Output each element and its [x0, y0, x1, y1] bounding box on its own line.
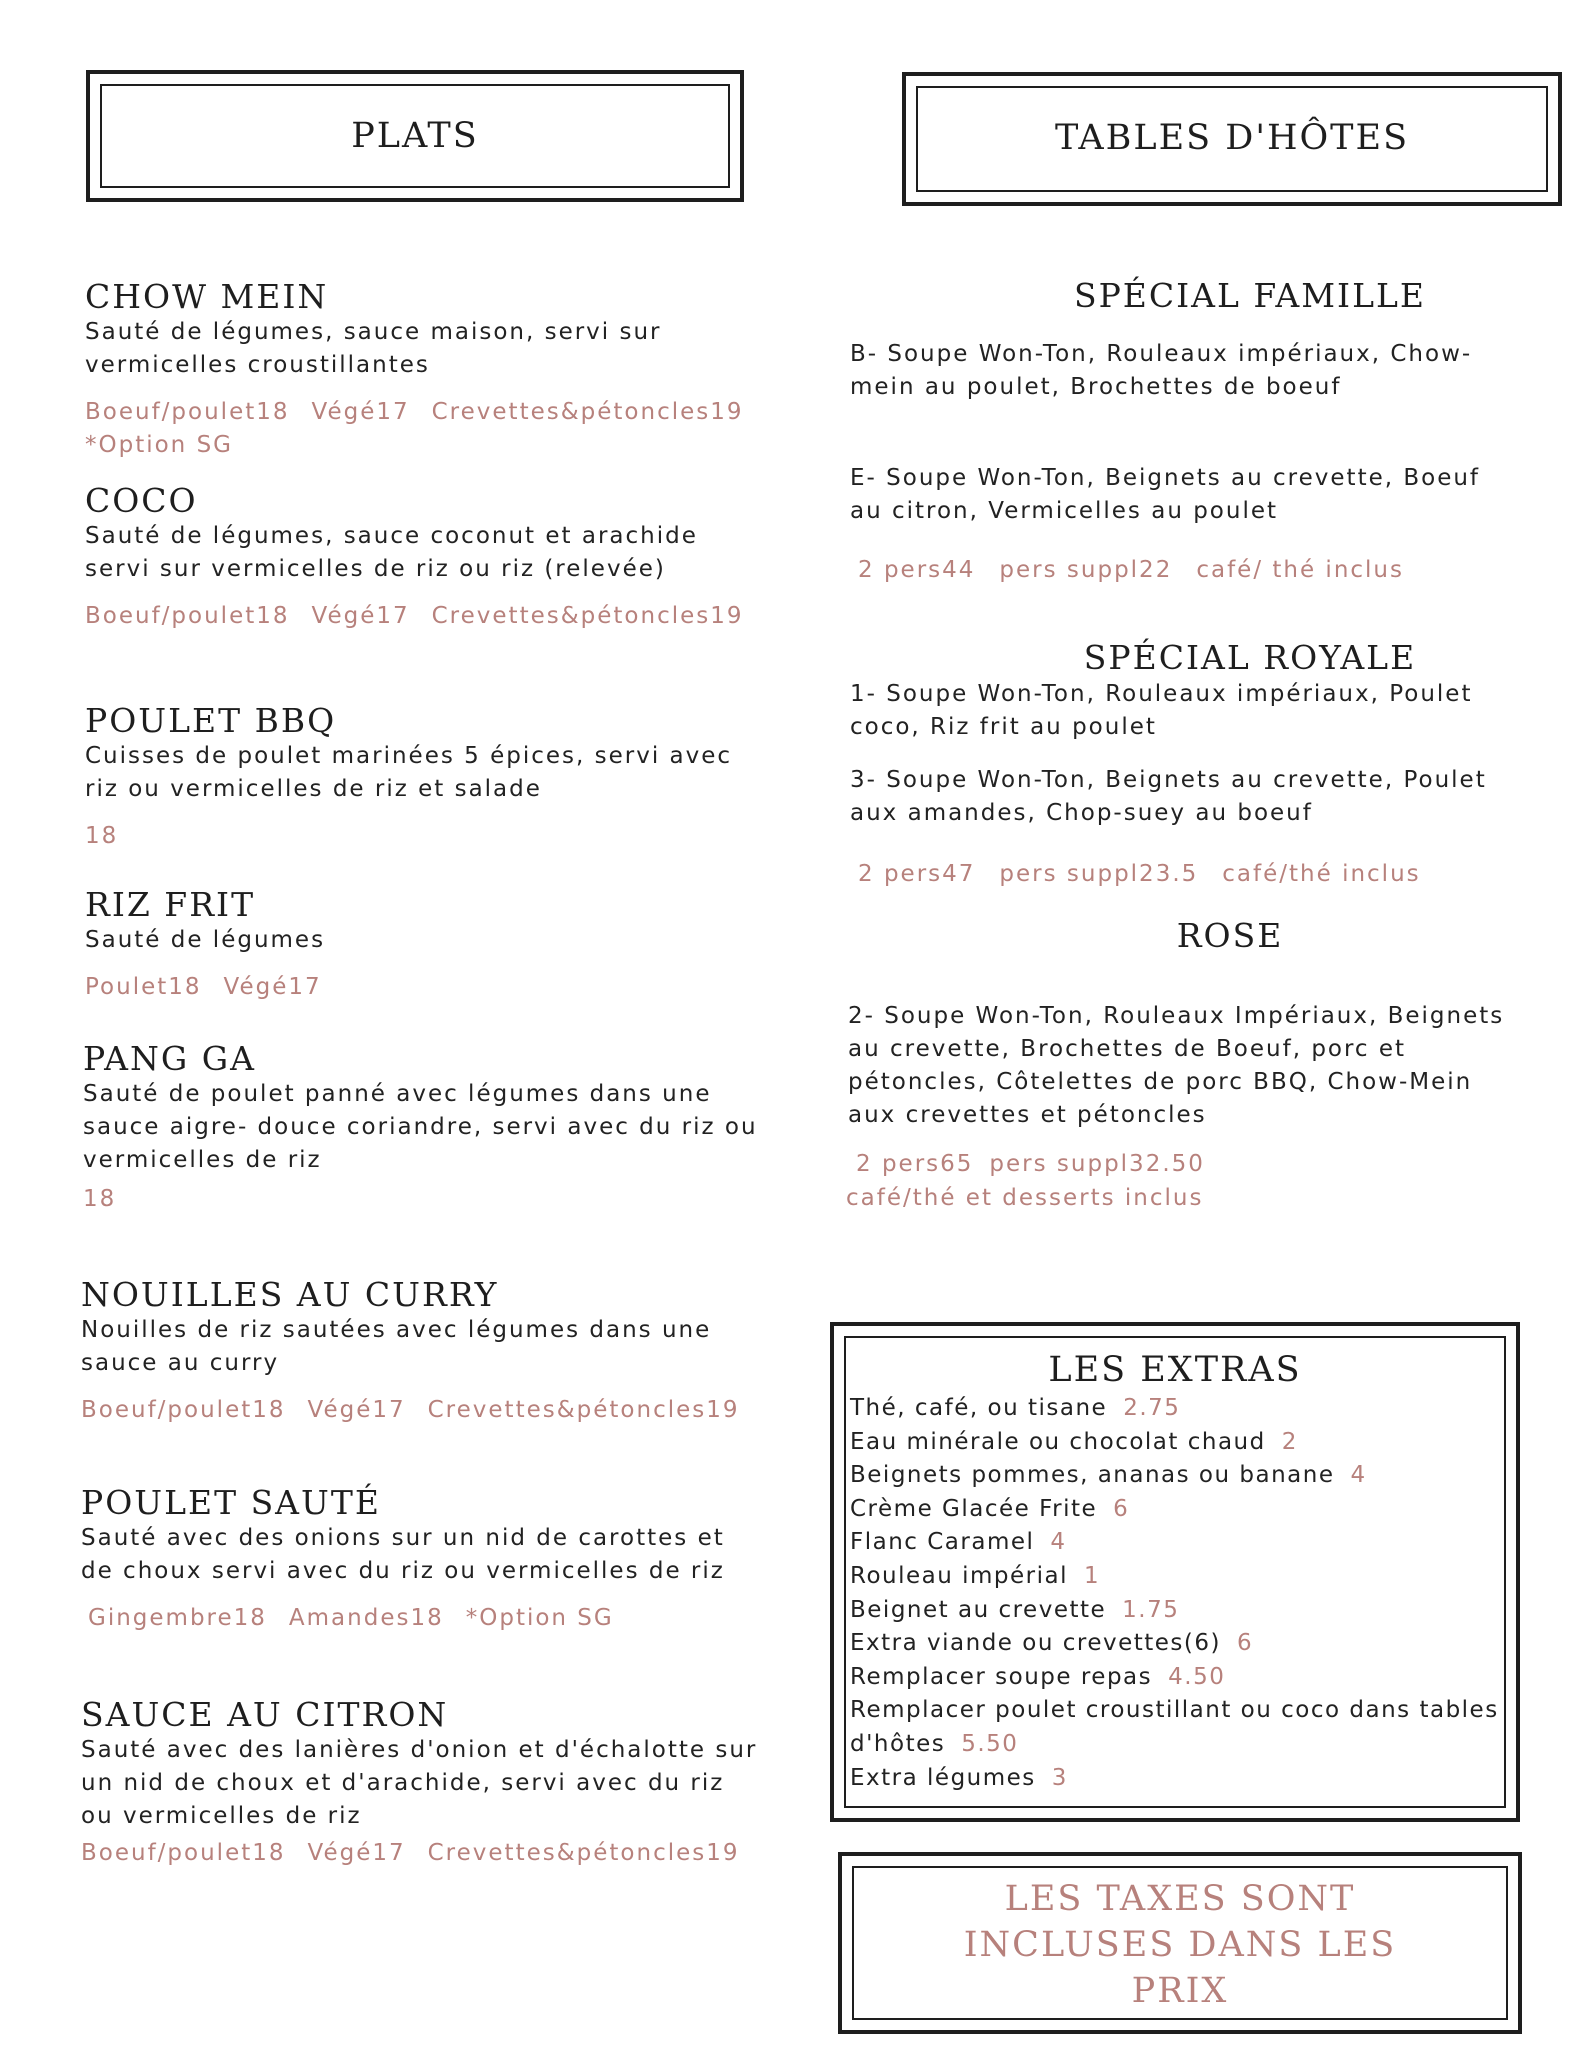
- dish-desc: Sauté avec des onions sur un nid de carottes et de choux servi avec du riz ou vermicelles de riz: [81, 1525, 725, 1584]
- extra-label: Extra légumes: [850, 1764, 1036, 1791]
- price: café/ thé inclus: [1196, 557, 1404, 583]
- price: 18: [85, 823, 119, 849]
- dish-desc: Sauté de légumes, sauce maison, servi sur vermicelles croustillantes: [85, 319, 662, 378]
- extra-label: Eau minérale ou chocolat chaud: [850, 1428, 1266, 1455]
- dish-coco: [85, 482, 766, 633]
- extra-item: [850, 1526, 1506, 1560]
- extra-label: Remplacer soupe repas: [850, 1663, 1153, 1690]
- dish-name: NOUILLES AU CURRY: [81, 1275, 499, 1314]
- dish-note: *Option SG: [85, 432, 233, 458]
- dish-prices: [83, 1183, 758, 1216]
- dish-poulet-bbq: [85, 702, 732, 853]
- menu-e-text: E- Soupe Won-Ton, Beignets au crevette, Boeuf au citron, Vermicelles au poulet: [850, 465, 1481, 524]
- price: Amandes18: [288, 1605, 444, 1631]
- price: *Option SG: [465, 1605, 614, 1631]
- dish-name: POULET SAUTÉ: [81, 1483, 381, 1522]
- extra-item: [850, 1762, 1506, 1796]
- dish-name: PANG GA: [83, 1039, 256, 1078]
- tables-header-title: TABLES D'HÔTES: [1054, 118, 1410, 158]
- extra-item: [850, 1627, 1506, 1661]
- price: Crevettes&pétoncles19: [427, 1397, 740, 1423]
- rose-note: café/thé et desserts inclus: [846, 1185, 1204, 1211]
- dish-desc: Nouilles de riz sautées avec légumes dans une sauce au curry: [81, 1317, 712, 1376]
- extra-label: Crème Glacée Frite: [850, 1495, 1098, 1522]
- dish-desc: Sauté de légumes, sauce coconut et arachide servi sur vermicelles de riz ou riz (relevée): [85, 523, 698, 582]
- taxes-line: PRIX: [1131, 1971, 1229, 2011]
- special-famille-title: SPÉCIAL FAMILLE: [1073, 276, 1427, 315]
- extra-item: [850, 1560, 1506, 1594]
- price: pers suppl32.50: [989, 1151, 1205, 1177]
- price: Végé17: [307, 1397, 406, 1423]
- extra-label: Beignets pommes, ananas ou banane: [850, 1462, 1335, 1489]
- extra-item: [850, 1426, 1506, 1460]
- taxes-line: LES TAXES SONT: [1004, 1879, 1356, 1919]
- dish-prices: [85, 820, 732, 853]
- price: Crevettes&pétoncles19: [431, 603, 744, 629]
- extra-price: 2: [1281, 1428, 1298, 1455]
- dish-desc: Sauté de légumes: [85, 927, 326, 953]
- extra-price: 1.75: [1122, 1596, 1180, 1623]
- extra-price: 1: [1084, 1562, 1101, 1589]
- dish-desc: Sauté de poulet panné avec légumes dans une sauce aigre- douce coriandre, servi avec du riz ou vermicelles de riz: [83, 1081, 758, 1173]
- extra-item: [850, 1459, 1506, 1493]
- plats-header-title: PLATS: [351, 116, 479, 156]
- rose-title: ROSE: [1176, 916, 1284, 955]
- special-royale-title: SPÉCIAL ROYALE: [1083, 638, 1417, 677]
- dish-sauce-citron: [81, 1696, 762, 1870]
- taxes-notice: [842, 1876, 1518, 2014]
- dish-desc: Cuisses de poulet marinées 5 épices, servi avec riz ou vermicelles de riz et salade: [85, 743, 733, 802]
- extra-label: Extra viande ou crevettes(6): [850, 1630, 1221, 1657]
- price: pers suppl22: [999, 557, 1173, 583]
- extras-title: LES EXTRAS: [1048, 1350, 1302, 1390]
- dish-nouilles-curry: [81, 1276, 762, 1427]
- extra-item: [850, 1694, 1506, 1728]
- taxes-box: [838, 1852, 1522, 2034]
- famille-prices: [858, 554, 1428, 587]
- dish-prices: [81, 1837, 762, 1870]
- extra-price: 4: [1350, 1462, 1367, 1489]
- dish-riz-frit: [85, 886, 344, 1004]
- plats-header-box: [86, 70, 744, 202]
- price: Crevettes&pétoncles19: [431, 399, 744, 425]
- extra-price: 3: [1051, 1764, 1068, 1791]
- extra-item: [850, 1392, 1506, 1426]
- tables-header-box: [902, 72, 1562, 206]
- extra-price: 4.50: [1168, 1663, 1226, 1690]
- dish-chow-mein: [85, 278, 766, 462]
- price: 18: [83, 1186, 117, 1212]
- price: café/thé inclus: [1222, 861, 1421, 887]
- price: Boeuf/poulet18: [85, 603, 290, 629]
- extra-label: Remplacer poulet croustillant ou coco dans tables: [850, 1697, 1499, 1724]
- menu-1-text: 1- Soupe Won-Ton, Rouleaux impériaux, Poulet coco, Riz frit au poulet: [850, 681, 1473, 740]
- extras-list: [850, 1392, 1506, 1795]
- dish-pang-ga: [83, 1040, 758, 1216]
- dish-name: SAUCE AU CITRON: [81, 1695, 449, 1734]
- price: Végé17: [307, 1840, 406, 1866]
- dish-prices: [85, 600, 766, 633]
- price: Boeuf/poulet18: [81, 1397, 286, 1423]
- extra-price: 5.50: [961, 1730, 1019, 1757]
- extra-label: d'hôtes: [850, 1730, 946, 1757]
- dish-desc: Sauté avec des lanières d'onion et d'échalotte sur un nid de choux et d'arachide, servi avec du riz ou vermicelles de riz: [81, 1737, 758, 1829]
- extra-item: [850, 1661, 1506, 1695]
- price: Crevettes&pétoncles19: [427, 1840, 740, 1866]
- extra-price: 2.75: [1123, 1395, 1181, 1421]
- taxes-line: INCLUSES DANS LES: [963, 1925, 1397, 1965]
- extra-item: [850, 1594, 1506, 1628]
- price: 2 pers44: [858, 557, 976, 583]
- extra-label: Rouleau impérial: [850, 1562, 1068, 1589]
- dish-prices: [85, 971, 344, 1004]
- extra-label: Beignet au crevette: [850, 1596, 1107, 1623]
- dish-name: COCO: [85, 481, 198, 520]
- royale-prices: [858, 858, 1445, 891]
- menu-2-text: 2- Soupe Won-Ton, Rouleaux Impériaux, Beignets au crevette, Brochettes de Boeuf, porc et pétoncles, Côtelettes de porc BBQ, Chow-Mein aux crevettes et pétoncles: [848, 1003, 1505, 1128]
- extra-label: Flanc Caramel: [850, 1529, 1035, 1556]
- menu-b-text: B- Soupe Won-Ton, Rouleaux impériaux, Chow- mein au poulet, Brochettes de boeuf: [850, 341, 1473, 400]
- price: Gingembre18: [88, 1605, 267, 1631]
- dish-name: POULET BBQ: [85, 701, 337, 740]
- price: 2 pers65: [856, 1151, 974, 1177]
- price: Poulet18: [85, 974, 202, 1000]
- price: pers suppl23.5: [999, 861, 1199, 887]
- rose-prices: [856, 1148, 1229, 1181]
- extra-label: Thé, café, ou tisane: [850, 1395, 1108, 1421]
- dish-poulet-saute: [81, 1484, 725, 1635]
- price: Boeuf/poulet18: [81, 1840, 286, 1866]
- dish-prices: [85, 396, 766, 429]
- dish-name: RIZ FRIT: [85, 885, 256, 924]
- extra-item: [850, 1493, 1506, 1527]
- dish-name: CHOW MEIN: [85, 277, 329, 316]
- extra-price: 4: [1050, 1529, 1067, 1556]
- extra-price: 6: [1113, 1495, 1130, 1522]
- price: Boeuf/poulet18: [85, 399, 290, 425]
- price: Végé17: [311, 399, 410, 425]
- extras-box: [830, 1322, 1520, 1822]
- price: 2 pers47: [858, 861, 976, 887]
- extra-price: 6: [1236, 1630, 1254, 1657]
- menu-3-text: 3- Soupe Won-Ton, Beignets au crevette, Poulet aux amandes, Chop-suey au boeuf: [850, 767, 1487, 826]
- price: Végé17: [223, 974, 322, 1000]
- extra-item: [850, 1728, 1506, 1762]
- price: Végé17: [311, 603, 410, 629]
- dish-prices: [81, 1394, 762, 1427]
- dish-prices: [88, 1602, 725, 1635]
